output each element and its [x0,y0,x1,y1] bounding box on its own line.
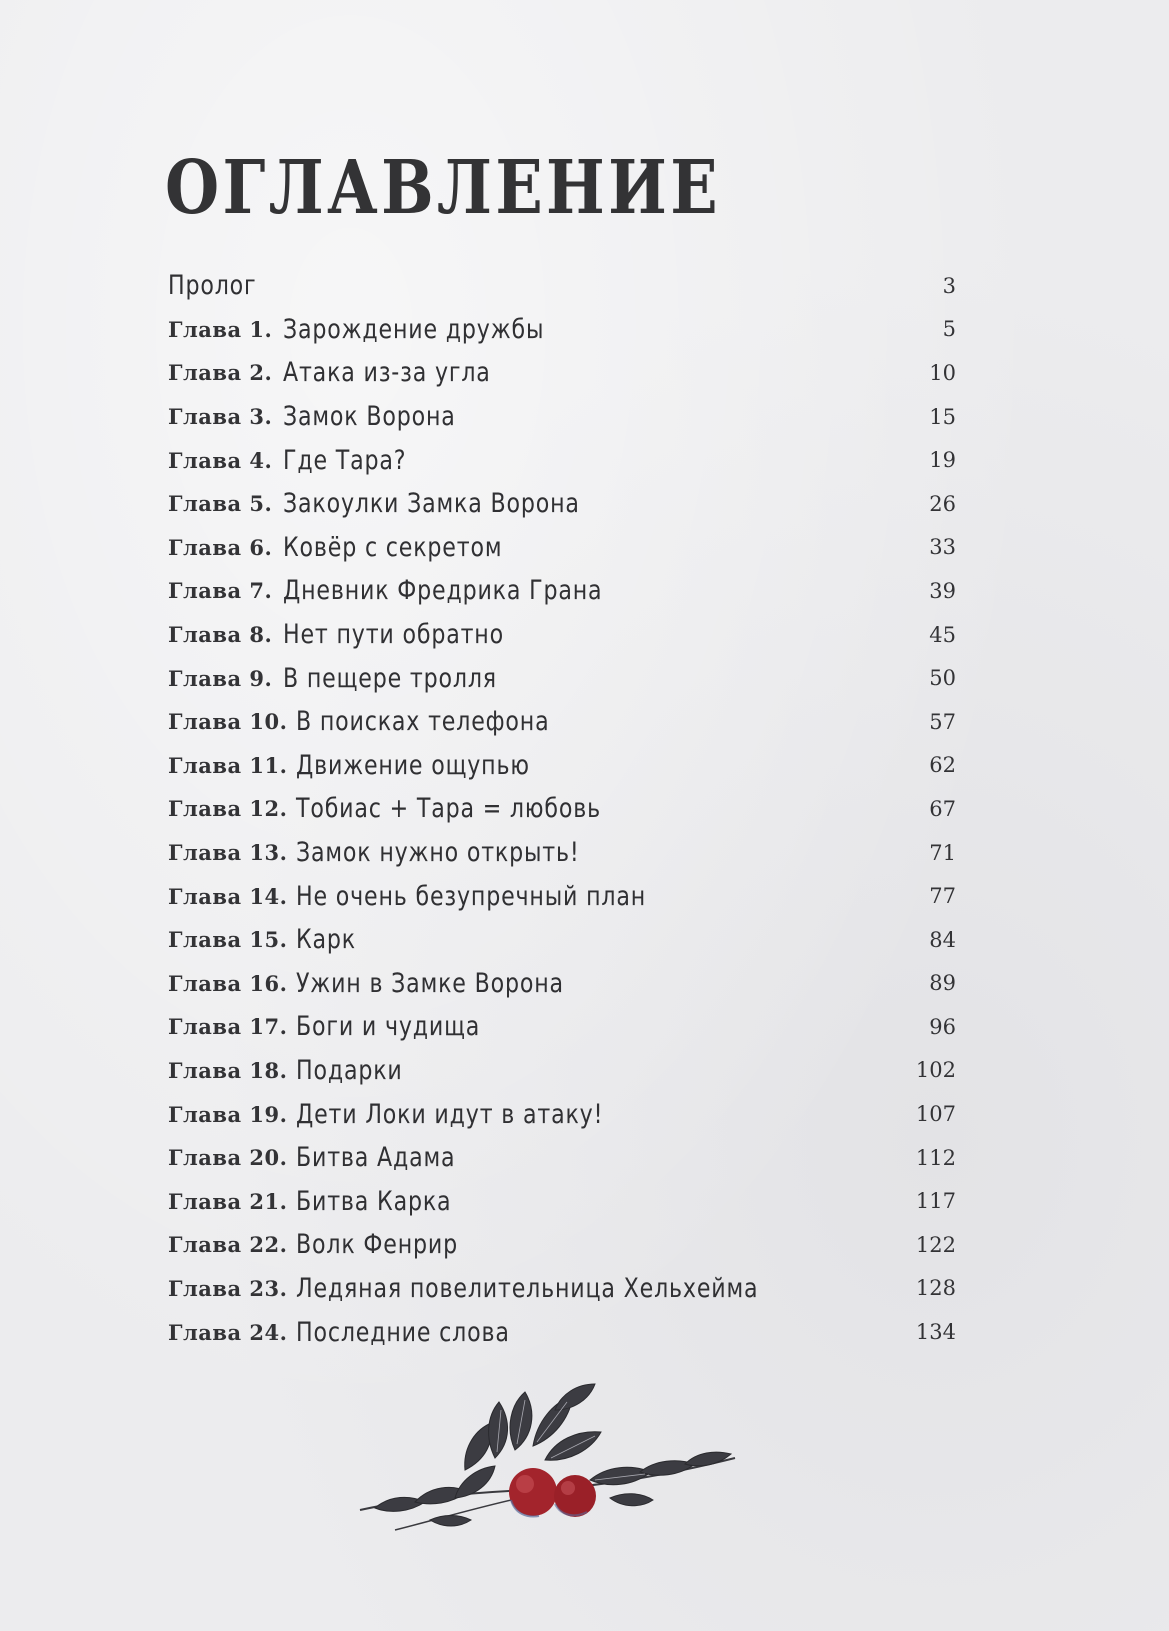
toc-entry-label: Глава 10. [168,709,288,735]
toc-entry[interactable] [168,831,956,875]
toc-entry-page: 10 [929,360,956,385]
toc-entry[interactable] [168,962,956,1006]
apple-fruit [509,1468,596,1517]
toc-entry-title: В пещере тролля [283,662,497,694]
toc-entry-page: 122 [915,1232,956,1257]
toc-entry-page: 71 [929,840,956,865]
toc-entry[interactable] [168,351,956,395]
toc-entry-label: Глава 19. [168,1101,288,1127]
toc-entry-title: Атака из-за угла [283,357,491,389]
toc-entry[interactable] [168,787,956,831]
toc-entry-label: Глава 15. [168,927,288,953]
toc-entry-page: 50 [929,666,956,691]
toc-entry-label: Глава 18. [168,1057,288,1083]
toc-entry-title: Где Тара? [283,444,407,476]
table-of-contents [168,264,956,1354]
toc-entry-page: 117 [915,1189,956,1214]
toc-entry-title: Волк Фенрир [296,1229,458,1261]
toc-entry[interactable] [168,308,956,352]
toc-entry-title: Тобиас + Тара = любовь [296,793,601,825]
toc-entry-title: Последние слова [296,1316,510,1348]
toc-entry-page: 89 [929,971,956,996]
toc-entry[interactable] [168,656,956,700]
toc-entry-title: Замок Ворона [283,401,456,433]
toc-entry-title: Замок нужно открыть! [296,837,580,869]
toc-entry-label: Глава 13. [168,840,288,866]
toc-entry[interactable] [168,613,956,657]
toc-entry[interactable] [168,744,956,788]
toc-entry-title: Дети Локи идут в атаку! [296,1098,604,1130]
toc-entry[interactable] [168,1267,956,1311]
toc-entry-title: Подарки [296,1054,403,1086]
toc-entry-page: 39 [929,578,956,603]
toc-entry-title: Пролог [168,270,257,302]
toc-entry-title: Движение ощупью [296,749,530,781]
toc-entry[interactable] [168,1223,956,1267]
toc-entry-label: Глава 7. [168,578,273,604]
toc-entry-title: Боги и чудища [296,1011,481,1043]
toc-entry-title: Нет пути обратно [283,619,504,651]
toc-entry-page: 128 [915,1276,956,1301]
toc-entry[interactable] [168,1310,956,1354]
toc-entry-title: Дневник Фредрика Грана [283,575,603,607]
toc-entry-page: 77 [929,884,956,909]
toc-entry-title: Битва Адама [296,1142,456,1174]
toc-entry[interactable] [168,1136,956,1180]
toc-entry[interactable] [168,569,956,613]
toc-entry-label: Глава 16. [168,970,288,996]
toc-entry-title: Ковёр с секретом [283,531,503,563]
toc-entry-page: 102 [915,1058,956,1083]
toc-entry-page: 45 [929,622,956,647]
toc-entry-page: 26 [929,491,956,516]
toc-entry-label: Глава 6. [168,534,273,560]
toc-entry-title: Не очень безупречный план [296,880,647,912]
toc-entry-page: 33 [929,535,956,560]
toc-entry[interactable] [168,1092,956,1136]
toc-entry-label: Глава 17. [168,1014,288,1040]
toc-entry-label: Глава 21. [168,1188,288,1214]
toc-entry-title: Карк [296,924,357,956]
toc-entry-page: 96 [929,1014,956,1039]
toc-entry-title: Битва Карка [296,1185,452,1217]
toc-entry-label: Глава 12. [168,796,288,822]
toc-entry-page: 134 [915,1320,956,1345]
toc-entry[interactable] [168,526,956,570]
toc-entry-page: 112 [915,1145,956,1170]
toc-entry-title: В поисках телефона [296,706,550,738]
toc-entry[interactable] [168,874,956,918]
apple-branch-icon [355,1380,740,1545]
toc-entry[interactable] [168,1179,956,1223]
toc-entry-label: Глава 4. [168,447,273,473]
toc-entry-page: 19 [929,448,956,473]
toc-entry[interactable] [168,395,956,439]
toc-entry-page: 3 [942,273,956,298]
toc-entry-label: Глава 14. [168,883,288,909]
toc-entry-page: 84 [929,927,956,952]
toc-entry[interactable] [168,482,956,526]
toc-entry-title: Ледяная повелительница Хельхейма [296,1272,759,1304]
toc-entry-label: Глава 11. [168,752,288,778]
toc-entry-prologue[interactable] [168,264,956,308]
toc-entry-label: Глава 24. [168,1319,288,1345]
toc-entry-title: Закоулки Замка Ворона [283,488,580,520]
toc-entry-label: Глава 2. [168,360,273,386]
toc-entry-page: 107 [915,1102,956,1127]
toc-entry-label: Глава 8. [168,622,273,648]
toc-entry-page: 15 [929,404,956,429]
toc-entry-label: Глава 3. [168,404,273,430]
toc-entry[interactable] [168,438,956,482]
toc-entry[interactable] [168,700,956,744]
toc-entry[interactable] [168,1049,956,1093]
toc-entry-title: Ужин в Замке Ворона [296,967,564,999]
toc-entry-label: Глава 5. [168,491,273,517]
toc-entry-label: Глава 1. [168,316,273,342]
toc-entry-title: Зарождение дружбы [283,313,545,345]
toc-entry[interactable] [168,1005,956,1049]
toc-entry-label: Глава 20. [168,1145,288,1171]
toc-entry-page: 5 [942,317,956,342]
toc-entry[interactable] [168,918,956,962]
toc-entry-page: 62 [929,753,956,778]
toc-entry-page: 67 [929,796,956,821]
page-title: ОГЛАВЛЕНИЕ [165,145,721,231]
toc-entry-label: Глава 22. [168,1232,288,1258]
toc-entry-page: 57 [929,709,956,734]
toc-entry-label: Глава 23. [168,1275,288,1301]
toc-entry-label: Глава 9. [168,665,273,691]
